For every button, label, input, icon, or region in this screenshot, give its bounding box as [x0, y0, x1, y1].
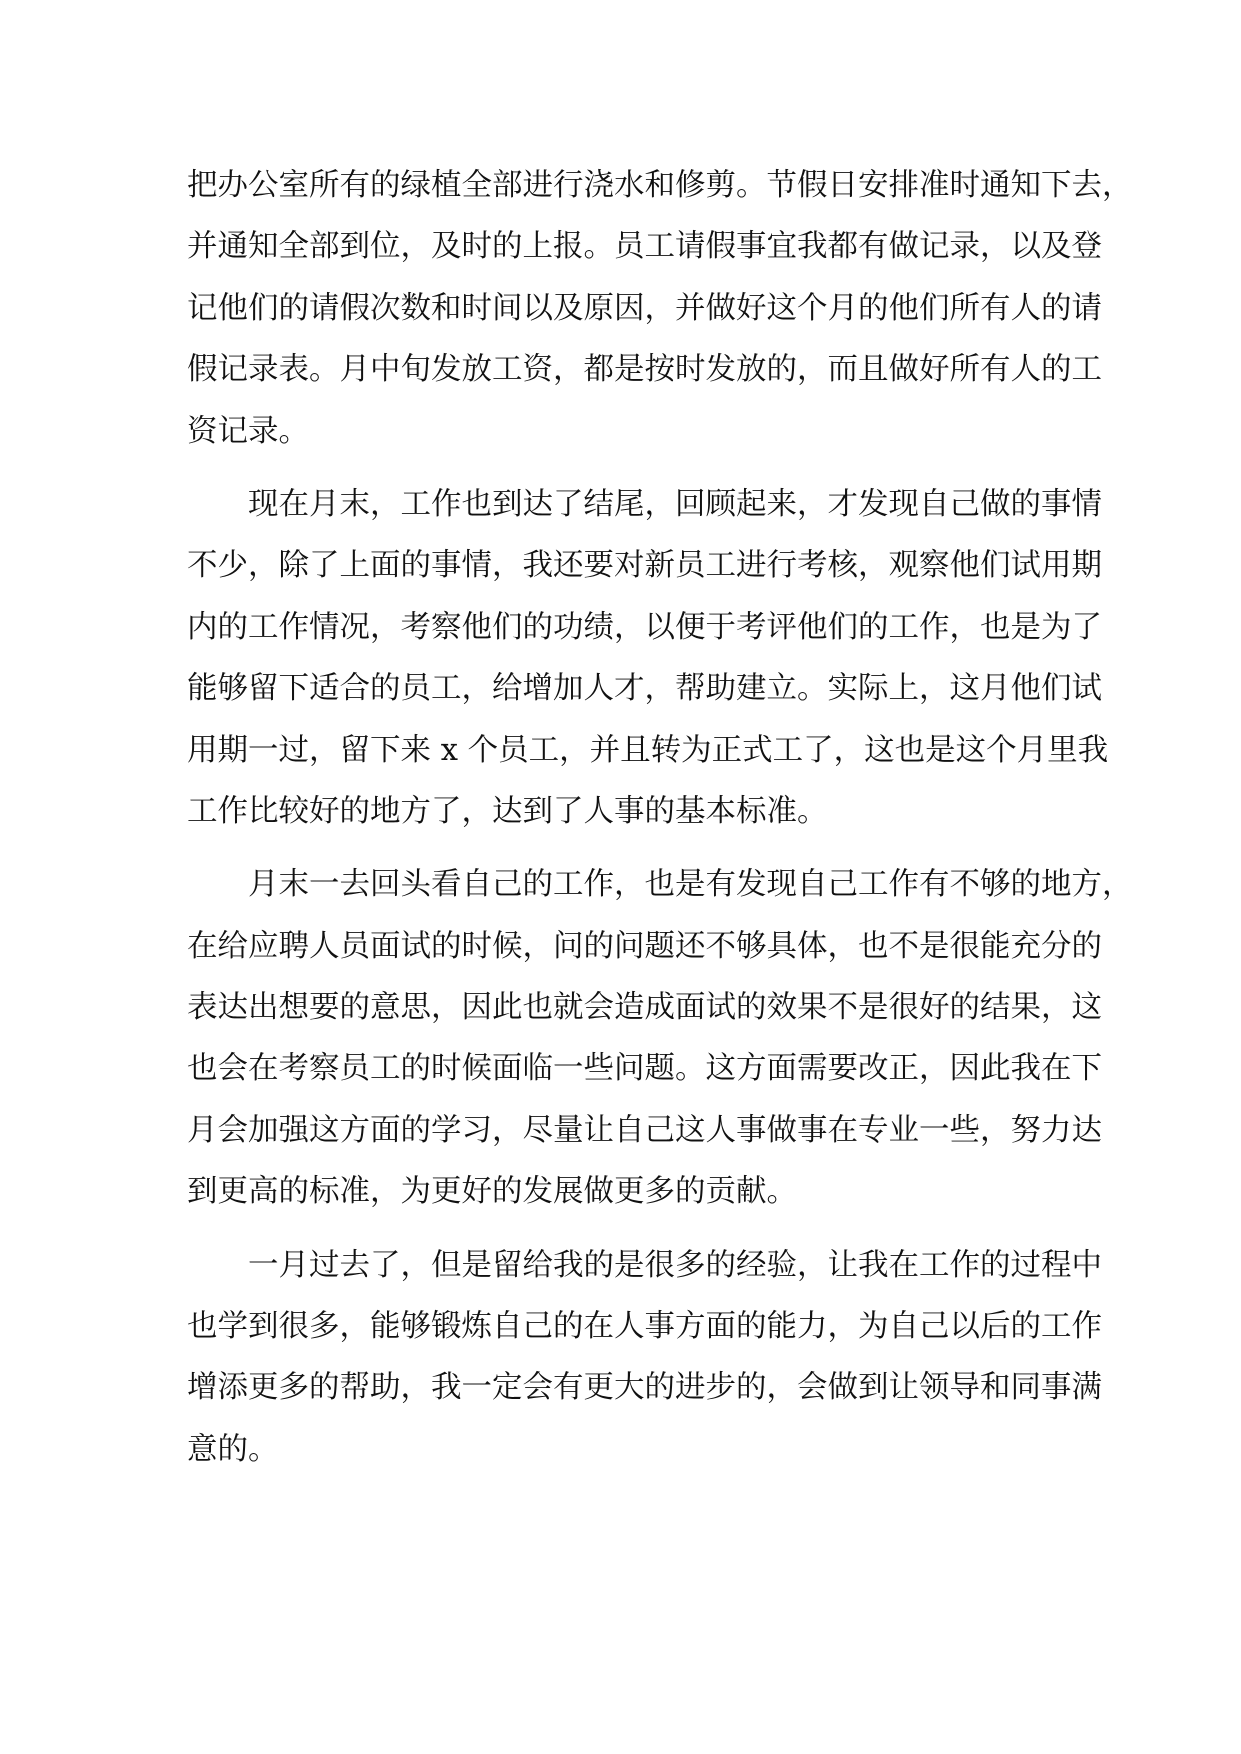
text-line: 意的。	[187, 1431, 279, 1467]
text-line: 到更高的标准，为更好的发展做更多的贡献。	[187, 1174, 797, 1210]
text-line: 月末一去回头看自己的工作，也是有发现自己工作有不够的地方，	[187, 867, 1133, 903]
paragraph-1	[187, 155, 1133, 462]
text-line: 不少，除了上面的事情，我还要对新员工进行考核，观察他们试用期	[187, 548, 1102, 584]
text-line: 在给应聘人员面试的时候，问的问题还不够具体，也不是很能充分的	[187, 928, 1102, 964]
text-line: 增添更多的帮助，我一定会有更大的进步的，会做到让领导和同事满	[187, 1370, 1102, 1406]
paragraph-gap	[187, 462, 1060, 474]
paragraph-gap	[187, 1223, 1060, 1235]
text-line: 假记录表。月中旬发放工资，都是按时发放的，而且做好所有人的工	[187, 352, 1102, 388]
text-line: 现在月末，工作也到达了结尾，回顾起来，才发现自己做的事情	[187, 486, 1102, 522]
text-line: 用期一过，留下来 x 个员工，并且转为正式工了，这也是这个月里我	[187, 732, 1109, 768]
text-line: 把办公室所有的绿植全部进行浇水和修剪。节假日安排准时通知下去，	[187, 168, 1133, 203]
text-line: 内的工作情况，考察他们的功绩，以便于考评他们的工作，也是为了	[187, 609, 1102, 645]
text-line: 并通知全部到位，及时的上报。员工请假事宜我都有做记录，以及登	[187, 229, 1102, 265]
text-line: 能够留下适合的员工，给增加人才，帮助建立。实际上，这月他们试	[187, 671, 1102, 707]
text-line: 资记录。	[187, 413, 309, 449]
paragraph-2	[187, 474, 1109, 842]
paragraph-4	[187, 1235, 1102, 1481]
text-line: 一月过去了，但是留给我的是很多的经验，让我在工作的过程中	[187, 1247, 1102, 1283]
text-line: 也学到很多，能够锻炼自己的在人事方面的能力，为自己以后的工作	[187, 1309, 1102, 1345]
document-body	[187, 155, 1133, 1480]
text-line: 表达出想要的意思，因此也就会造成面试的效果不是很好的结果，这	[187, 990, 1102, 1026]
paragraph-3	[187, 854, 1133, 1222]
text-line: 记他们的请假次数和时间以及原因，并做好这个月的他们所有人的请	[187, 290, 1102, 326]
text-line: 也会在考察员工的时候面临一些问题。这方面需要改正，因此我在下	[187, 1051, 1102, 1087]
text-line: 工作比较好的地方了，达到了人事的基本标准。	[187, 793, 828, 829]
text-line: 月会加强这方面的学习，尽量让自己这人事做事在专业一些，努力达	[187, 1112, 1102, 1148]
paragraph-gap	[187, 842, 1060, 854]
